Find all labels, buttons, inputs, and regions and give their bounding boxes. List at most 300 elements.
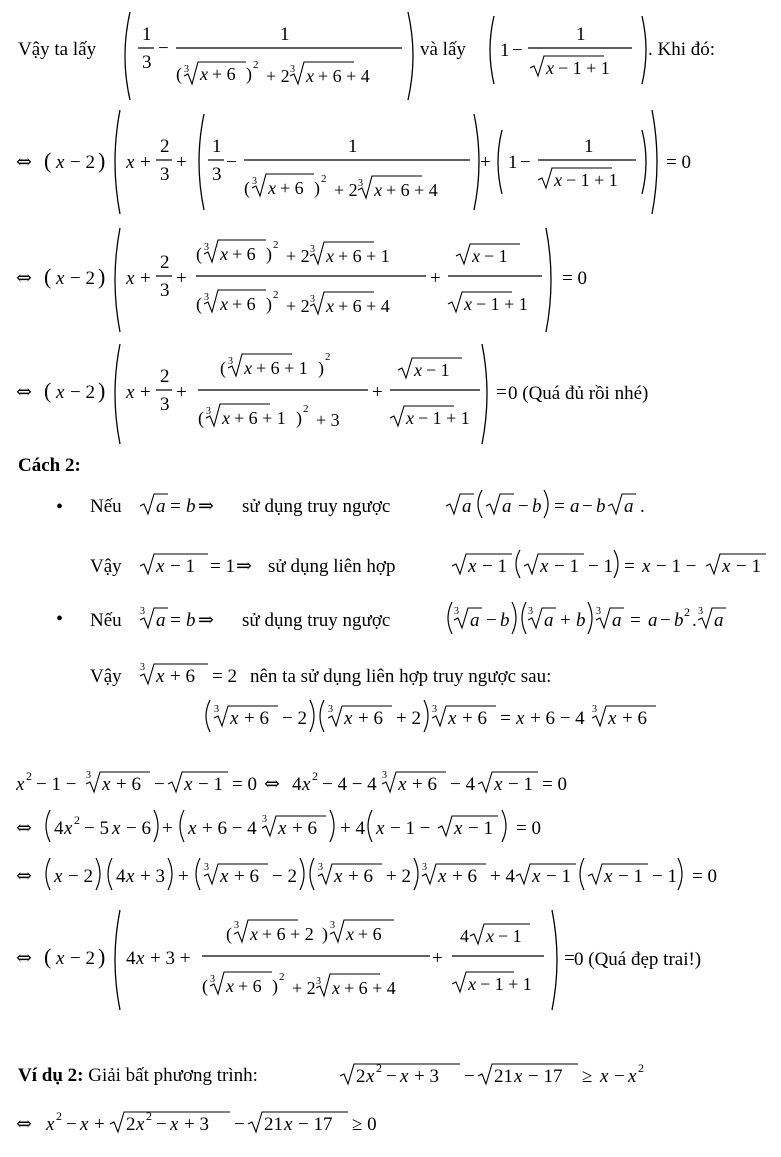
svg-text:b: b <box>596 496 606 517</box>
svg-text:x: x <box>464 294 472 314</box>
example2-inequality <box>338 1056 668 1090</box>
svg-text:+: + <box>140 268 151 289</box>
svg-text:+ 6: + 6 <box>244 708 269 729</box>
svg-text:x: x <box>628 1066 637 1087</box>
svg-text:2: 2 <box>312 769 318 783</box>
svg-text:+: + <box>140 152 151 173</box>
svg-text:4: 4 <box>292 774 302 795</box>
svg-text:x: x <box>642 556 651 577</box>
svg-text:3: 3 <box>318 862 323 873</box>
svg-text:x: x <box>532 866 541 887</box>
svg-text:−: − <box>582 496 593 517</box>
svg-text:x: x <box>226 976 234 996</box>
svg-text:− 2: − 2 <box>272 866 297 887</box>
svg-text:3: 3 <box>86 770 91 781</box>
svg-text:x: x <box>112 818 121 839</box>
svg-text:(: ( <box>176 64 182 84</box>
svg-text:(: ( <box>44 264 52 289</box>
svg-text:x: x <box>16 774 25 795</box>
svg-text:⇔: ⇔ <box>16 947 32 969</box>
svg-text:+ 6: + 6 <box>622 708 647 729</box>
svg-text:− 2: − 2 <box>70 152 95 173</box>
svg-text:+ 6 + 1: + 6 + 1 <box>256 358 308 378</box>
svg-text:3: 3 <box>528 606 533 617</box>
svg-text:− 2: − 2 <box>282 708 307 729</box>
svg-text:x: x <box>188 818 197 839</box>
svg-text:− 1: − 1 <box>508 774 533 795</box>
svg-text:3: 3 <box>212 164 222 185</box>
svg-text:(: ( <box>198 408 204 428</box>
svg-text:x: x <box>126 152 135 173</box>
bullet-2-vay-line <box>90 656 710 690</box>
svg-text:x: x <box>126 382 135 403</box>
svg-text:+ 6: + 6 <box>452 866 477 887</box>
svg-text:x: x <box>346 924 354 944</box>
svg-text:(: ( <box>196 294 202 314</box>
svg-text:+: + <box>94 1114 105 1135</box>
svg-text:x: x <box>126 866 135 887</box>
svg-text:+ 2: + 2 <box>286 296 310 316</box>
svg-text:x: x <box>306 66 314 86</box>
svg-text:2: 2 <box>273 239 279 251</box>
svg-text:Nếu: Nếu <box>90 610 122 631</box>
svg-text:21: 21 <box>264 1114 283 1135</box>
svg-text:⇔: ⇔ <box>16 1113 32 1135</box>
svg-text:− 4 − 4: − 4 − 4 <box>322 774 377 795</box>
svg-text:x: x <box>200 64 208 84</box>
svg-text:1: 1 <box>280 24 290 45</box>
svg-text:+ 6: + 6 <box>358 924 382 944</box>
intro-text-2: và lấy <box>420 39 466 60</box>
svg-text:− 1: − 1 <box>554 556 579 577</box>
svg-text:−: − <box>512 40 523 61</box>
svg-text:x: x <box>80 1114 89 1135</box>
svg-text:x: x <box>54 866 63 887</box>
svg-text:4: 4 <box>126 948 136 969</box>
svg-text:2: 2 <box>325 351 331 363</box>
svg-text:x: x <box>136 1114 145 1135</box>
svg-text:x: x <box>344 708 353 729</box>
svg-text:Vậy: Vậy <box>90 556 122 577</box>
svg-text:= 0: = 0 <box>692 866 717 887</box>
svg-text:= 0: = 0 <box>516 818 541 839</box>
svg-text:2: 2 <box>126 1114 136 1135</box>
svg-text:+ 4: + 4 <box>490 866 515 887</box>
svg-text:− 17: − 17 <box>528 1066 563 1087</box>
svg-text:3: 3 <box>160 280 170 301</box>
svg-text:−: − <box>520 152 531 173</box>
solve-line-1 <box>16 764 636 798</box>
svg-text:x: x <box>332 978 340 998</box>
svg-text:x: x <box>494 774 503 795</box>
svg-text:− 2: − 2 <box>68 866 93 887</box>
svg-text:2: 2 <box>303 403 309 415</box>
svg-text:− 1: − 1 <box>546 866 571 887</box>
svg-text:a: a <box>714 610 724 631</box>
svg-text:+ 2: + 2 <box>334 180 358 200</box>
svg-text:= 1: = 1 <box>210 556 235 577</box>
svg-text:): ) <box>314 178 320 198</box>
svg-text:(: ( <box>226 924 232 944</box>
svg-text:− 5: − 5 <box>84 818 109 839</box>
svg-text:−: − <box>226 152 237 173</box>
svg-text:.: . <box>640 496 645 517</box>
svg-text:x: x <box>230 708 239 729</box>
svg-text:+ 6 + 4: + 6 + 4 <box>344 978 396 998</box>
svg-text:− 1 −: − 1 − <box>656 556 697 577</box>
svg-text:x: x <box>170 1114 179 1135</box>
svg-text:⇔: ⇔ <box>16 817 32 839</box>
svg-text:1: 1 <box>584 136 594 157</box>
svg-text:x: x <box>600 1066 609 1087</box>
svg-text:+ 6 + 2: + 6 + 2 <box>262 924 314 944</box>
bullet-1-line <box>90 486 690 520</box>
svg-text:3: 3 <box>228 356 233 367</box>
svg-text:+: + <box>176 152 187 173</box>
svg-text:+ 6: + 6 <box>348 866 373 887</box>
svg-text:+ 6: + 6 <box>412 774 437 795</box>
svg-text:4: 4 <box>116 866 126 887</box>
svg-text:3: 3 <box>596 606 601 617</box>
svg-text:x: x <box>222 408 230 428</box>
svg-text:2: 2 <box>160 366 170 387</box>
svg-text:3: 3 <box>290 64 295 75</box>
svg-text:+ 6 − 4: + 6 − 4 <box>530 708 585 729</box>
svg-text:=: = <box>500 708 511 729</box>
svg-text:x: x <box>468 974 476 994</box>
svg-text:− 4: − 4 <box>450 774 475 795</box>
svg-text:=: = <box>170 496 181 517</box>
svg-text:x: x <box>514 1066 523 1087</box>
svg-text:1: 1 <box>576 24 586 45</box>
svg-text:2: 2 <box>684 605 690 619</box>
cach2-heading: Cách 2: <box>18 455 81 476</box>
svg-text:− 1: − 1 <box>468 818 493 839</box>
svg-text:−: − <box>234 1114 245 1135</box>
intro-text-3: . Khi đó: <box>648 39 716 60</box>
svg-text:): ) <box>98 378 106 403</box>
svg-text:b: b <box>500 610 510 631</box>
svg-text:a: a <box>462 496 472 517</box>
svg-text:+ 6: + 6 <box>238 976 262 996</box>
svg-text:+ 4: + 4 <box>340 818 365 839</box>
conjugate-identity-line <box>200 696 670 736</box>
svg-text:x: x <box>554 170 562 190</box>
svg-text:a: a <box>648 610 658 631</box>
svg-text:− 1: − 1 <box>198 774 223 795</box>
example2-text: Giải bất phương trình: <box>88 1065 258 1086</box>
svg-text:x: x <box>136 948 145 969</box>
svg-text:3: 3 <box>698 606 703 617</box>
svg-text:x: x <box>220 244 228 264</box>
svg-text:4: 4 <box>460 926 469 946</box>
svg-text:3: 3 <box>160 394 170 415</box>
svg-text:x: x <box>516 708 525 729</box>
svg-text:3: 3 <box>160 164 170 185</box>
svg-text:− 1 + 1: − 1 + 1 <box>480 974 532 994</box>
svg-text:x: x <box>722 556 731 577</box>
svg-text:x: x <box>448 708 457 729</box>
svg-text:Vậy: Vậy <box>90 666 122 687</box>
svg-text:+ 6: + 6 <box>234 866 259 887</box>
svg-text:x: x <box>376 818 385 839</box>
svg-text:− 1: − 1 <box>498 926 522 946</box>
svg-text:+ 2: + 2 <box>286 246 310 266</box>
svg-text:a: a <box>570 496 580 517</box>
svg-text:(: ( <box>202 976 208 996</box>
svg-text:− 1: − 1 <box>426 360 450 380</box>
svg-text:2: 2 <box>56 1109 62 1123</box>
svg-text:b: b <box>186 496 196 517</box>
svg-text:− 17: − 17 <box>298 1114 333 1135</box>
svg-text:a: a <box>502 496 512 517</box>
svg-text:+ 2: + 2 <box>386 866 411 887</box>
svg-text:3: 3 <box>454 606 459 617</box>
svg-text:−: − <box>464 1066 475 1087</box>
svg-text:x: x <box>278 818 287 839</box>
svg-text:⇒: ⇒ <box>236 555 252 577</box>
svg-text:+ 6: + 6 <box>358 708 383 729</box>
svg-text:−: − <box>486 610 497 631</box>
svg-text:=: = <box>496 382 507 403</box>
svg-text:3: 3 <box>358 178 363 189</box>
svg-text:+ 2: + 2 <box>396 708 421 729</box>
svg-text:x: x <box>56 948 65 969</box>
svg-text:+ 6 + 4: + 6 + 4 <box>338 296 390 316</box>
svg-text:−: − <box>158 38 169 59</box>
svg-text:a: a <box>544 610 554 631</box>
svg-text:): ) <box>272 976 278 996</box>
svg-text:): ) <box>322 924 328 944</box>
svg-text:+ 6 + 1: + 6 + 1 <box>338 246 390 266</box>
svg-text:⇔: ⇔ <box>16 151 32 173</box>
svg-text:= 0: = 0 <box>666 152 691 173</box>
svg-text:≥ 0: ≥ 0 <box>352 1114 377 1135</box>
svg-text:x: x <box>284 1114 293 1135</box>
svg-text:+: + <box>372 382 383 403</box>
svg-text:x: x <box>156 556 165 577</box>
svg-text:=: = <box>624 556 635 577</box>
svg-text:3: 3 <box>140 606 145 617</box>
equation-line-2 <box>16 106 716 218</box>
svg-text:x: x <box>56 268 65 289</box>
svg-text:+ 6: + 6 <box>116 774 141 795</box>
svg-text:3: 3 <box>184 64 189 75</box>
svg-text:x: x <box>64 818 73 839</box>
svg-text:− 2: − 2 <box>70 382 95 403</box>
svg-text:2: 2 <box>638 1061 644 1075</box>
svg-text:x: x <box>244 358 252 378</box>
svg-text:(: ( <box>196 244 202 264</box>
svg-text:+ 6: + 6 <box>280 178 304 198</box>
svg-text:x: x <box>56 152 65 173</box>
svg-text:+ 2: + 2 <box>266 66 290 86</box>
svg-text:21: 21 <box>494 1066 513 1087</box>
svg-text:nên ta sử dụng liên hợp truy n: nên ta sử dụng liên hợp truy ngược sau: <box>250 666 552 687</box>
svg-text:2: 2 <box>74 813 80 827</box>
svg-text:− 1: − 1 <box>618 866 643 887</box>
equation-line-3 <box>16 224 656 336</box>
bullet-dot: • <box>56 496 64 518</box>
svg-text:x: x <box>604 866 613 887</box>
svg-text:=: = <box>170 610 181 631</box>
solve-line-3 <box>16 854 766 894</box>
svg-text:−: − <box>660 610 671 631</box>
svg-text:sử dụng truy ngược: sử dụng truy ngược <box>242 496 391 517</box>
svg-text:= 2: = 2 <box>212 666 237 687</box>
svg-text:1: 1 <box>348 136 358 157</box>
svg-text:−: − <box>154 774 165 795</box>
svg-text:− 1 + 1: − 1 + 1 <box>418 408 470 428</box>
svg-text:x: x <box>398 774 407 795</box>
svg-text:−: − <box>156 1114 167 1135</box>
svg-text:⇒: ⇒ <box>198 609 214 631</box>
svg-text:3: 3 <box>310 294 315 305</box>
svg-text:− 1 + 1: − 1 + 1 <box>566 170 618 190</box>
svg-text:= 0: = 0 <box>562 268 587 289</box>
line-4-tail: 0 (Quá đủ rồi nhé) <box>508 383 649 404</box>
svg-text:x: x <box>126 268 135 289</box>
svg-text:= 0: = 0 <box>542 774 567 795</box>
svg-text:x: x <box>302 774 311 795</box>
svg-text:− 1: − 1 <box>170 556 195 577</box>
svg-text:3: 3 <box>204 862 209 873</box>
svg-text:2: 2 <box>356 1066 366 1087</box>
svg-text:x: x <box>540 556 549 577</box>
annotation-qua-dep: (Quá đẹp trai!) <box>588 949 702 970</box>
svg-text:3: 3 <box>140 662 145 673</box>
svg-text:3: 3 <box>328 704 333 715</box>
svg-text:(: ( <box>44 378 52 403</box>
svg-text:x: x <box>56 382 65 403</box>
svg-text:): ) <box>266 244 272 264</box>
svg-text:3: 3 <box>316 976 321 987</box>
svg-text:x: x <box>468 556 477 577</box>
svg-text:(: ( <box>220 358 226 378</box>
svg-text:=: = <box>630 610 641 631</box>
svg-text:sử dụng liên hợp: sử dụng liên hợp <box>268 556 396 577</box>
svg-text:≥: ≥ <box>582 1066 593 1087</box>
svg-text:3: 3 <box>204 292 209 303</box>
svg-text:2: 2 <box>273 289 279 301</box>
svg-text:x: x <box>546 58 554 78</box>
svg-text:+ 3 +: + 3 + <box>150 948 191 969</box>
svg-text:4: 4 <box>54 818 64 839</box>
svg-text:2: 2 <box>26 769 32 783</box>
svg-text:2: 2 <box>146 1109 152 1123</box>
svg-text:3: 3 <box>210 974 215 985</box>
example2-transform <box>16 1104 436 1138</box>
svg-text:3: 3 <box>142 52 152 73</box>
svg-text:+ 6 + 4: + 6 + 4 <box>386 180 438 200</box>
svg-text:): ) <box>98 944 106 969</box>
annotation-qua-du: (Quá đủ rồi nhé) <box>522 383 649 404</box>
svg-text:3: 3 <box>382 770 387 781</box>
svg-text:⇒: ⇒ <box>198 495 214 517</box>
solve-line-2 <box>16 806 636 844</box>
intro-expression-2 <box>484 14 660 88</box>
svg-text:− 1: − 1 <box>484 246 508 266</box>
svg-text:2: 2 <box>160 136 170 157</box>
svg-text:2: 2 <box>321 173 327 185</box>
svg-text:3: 3 <box>206 406 211 417</box>
svg-text:+ 3: + 3 <box>140 866 165 887</box>
svg-text:x: x <box>102 774 111 795</box>
svg-text:3: 3 <box>204 242 209 253</box>
svg-text:− 1 −: − 1 − <box>36 774 77 795</box>
svg-text:a: a <box>624 496 634 517</box>
svg-text:+: + <box>176 268 187 289</box>
svg-text:⇔: ⇔ <box>16 267 32 289</box>
svg-text:+ 6 + 1: + 6 + 1 <box>234 408 286 428</box>
svg-text:+ 3: + 3 <box>316 410 340 430</box>
svg-text:Nếu: Nếu <box>90 496 122 517</box>
svg-text:1: 1 <box>500 40 510 61</box>
svg-text:1: 1 <box>142 24 152 45</box>
example2-line <box>18 1066 258 1085</box>
svg-text:2: 2 <box>376 1061 382 1075</box>
svg-text:x: x <box>334 866 343 887</box>
svg-text:3: 3 <box>330 920 335 931</box>
svg-text:+ 2: + 2 <box>292 978 316 998</box>
svg-text:− 6: − 6 <box>126 818 151 839</box>
svg-text:− 1 −: − 1 − <box>390 818 431 839</box>
svg-text:b: b <box>576 610 586 631</box>
svg-text:3: 3 <box>214 704 219 715</box>
svg-text:+: + <box>430 268 441 289</box>
svg-text:+ 6 − 4: + 6 − 4 <box>202 818 257 839</box>
example2-label: Ví dụ 2: <box>18 1065 84 1086</box>
svg-text:x: x <box>220 294 228 314</box>
svg-text:− 1 + 1: − 1 + 1 <box>476 294 528 314</box>
svg-text:+ 6: + 6 <box>212 64 236 84</box>
svg-text:−: − <box>518 496 529 517</box>
svg-text:x: x <box>184 774 193 795</box>
svg-text:sử dụng truy ngược: sử dụng truy ngược <box>242 610 391 631</box>
svg-text:−: − <box>66 1114 77 1135</box>
svg-text:=: = <box>564 948 575 969</box>
svg-text:−: − <box>614 1066 625 1087</box>
svg-text:x: x <box>438 866 447 887</box>
bullet-1-vay-line <box>90 546 780 580</box>
svg-text:+: + <box>480 152 491 173</box>
svg-text:⇔: ⇔ <box>16 381 32 403</box>
svg-text:3: 3 <box>422 862 427 873</box>
svg-text:x: x <box>486 926 494 946</box>
svg-text:): ) <box>246 64 252 84</box>
svg-text:b: b <box>532 496 542 517</box>
intro-expression-1 <box>118 10 418 102</box>
svg-text:+ 6: + 6 <box>232 244 256 264</box>
svg-text:= 0: = 0 <box>232 774 257 795</box>
svg-text:b: b <box>186 610 196 631</box>
svg-text:x: x <box>366 1066 375 1087</box>
svg-text:2: 2 <box>253 59 259 71</box>
svg-text:+ 6: + 6 <box>170 666 195 687</box>
svg-text:): ) <box>98 148 106 173</box>
svg-text:x: x <box>156 666 165 687</box>
equation-line-4 <box>16 340 516 448</box>
svg-text:+: + <box>162 818 173 839</box>
svg-text:x: x <box>406 408 414 428</box>
svg-text:3: 3 <box>234 920 239 931</box>
svg-text:+: + <box>560 610 571 631</box>
svg-text:− 1: − 1 <box>652 866 677 887</box>
svg-text:− 1: − 1 <box>736 556 761 577</box>
svg-text:x: x <box>374 180 382 200</box>
svg-text:+ 6 + 4: + 6 + 4 <box>318 66 370 86</box>
svg-text:): ) <box>318 358 324 378</box>
